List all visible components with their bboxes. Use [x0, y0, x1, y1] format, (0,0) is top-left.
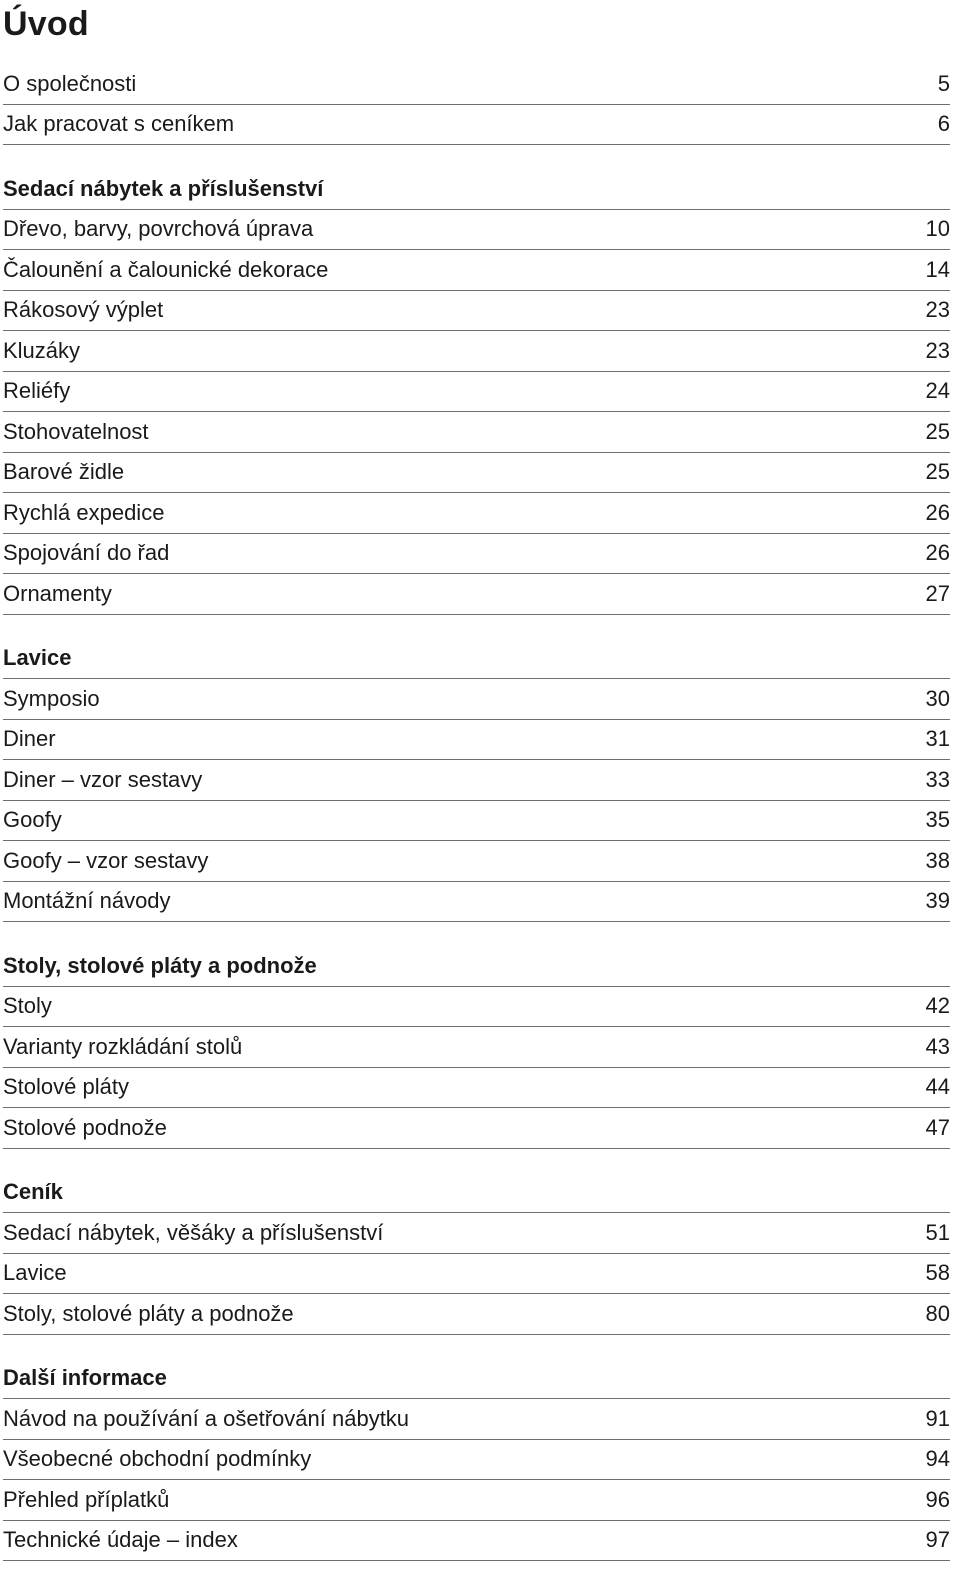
- toc-entry[interactable]: [3, 801, 950, 842]
- toc-entry-page-number: 5: [937, 70, 950, 96]
- toc-entry[interactable]: [3, 1294, 950, 1335]
- toc-entry-page-number: 33: [925, 766, 950, 792]
- toc-entry-page-number: 43: [925, 1033, 950, 1059]
- section-spacer: [3, 1149, 950, 1173]
- toc-entry-page-number: 58: [925, 1260, 950, 1285]
- toc-entry-page-number: 94: [925, 1446, 950, 1471]
- toc-entry-label: Diner: [3, 726, 56, 751]
- toc-entry-label: Varianty rozkládání stolů: [3, 1033, 243, 1059]
- toc-entry[interactable]: [3, 1480, 950, 1521]
- toc-page: [3, 0, 950, 1561]
- toc-entry[interactable]: [3, 210, 950, 251]
- toc-entry[interactable]: [3, 250, 950, 291]
- toc-entry-label: Přehled příplatků: [3, 1486, 170, 1512]
- toc-entry-page-number: 97: [925, 1527, 950, 1552]
- toc-entry[interactable]: [3, 679, 950, 720]
- toc-entry[interactable]: [3, 493, 950, 534]
- toc-entry-page-number: 23: [925, 297, 950, 322]
- toc-entry-label: Diner – vzor sestavy: [3, 766, 203, 792]
- toc-entry[interactable]: [3, 331, 950, 372]
- toc-entry-page-number: 42: [925, 993, 950, 1018]
- section-spacer: [3, 1335, 950, 1359]
- toc-entry-label: Stoly: [3, 993, 52, 1018]
- toc-entry-label: Rákosový výplet: [3, 297, 164, 322]
- toc-entry-page-number: 44: [925, 1074, 950, 1099]
- toc-entry-page-number: 47: [925, 1114, 950, 1140]
- toc-entry-label: Stolové podnože: [3, 1114, 167, 1140]
- section-spacer: [3, 145, 950, 169]
- toc-entry-label: Ornamenty: [3, 580, 112, 606]
- toc-entry-page-number: 31: [925, 726, 950, 751]
- toc-entry-label: Lavice: [3, 1260, 67, 1285]
- section-spacer: [3, 922, 950, 946]
- toc-entry-page-number: 24: [925, 378, 950, 403]
- toc-entry-page-number: 30: [925, 685, 950, 711]
- toc-entry-label: Sedací nábytek, věšáky a příslušenství: [3, 1219, 384, 1245]
- toc-entry-label: Montážní návody: [3, 888, 171, 913]
- toc-entry-label: Všeobecné obchodní podmínky: [3, 1446, 312, 1471]
- toc-entry-label: Stohovatelnost: [3, 418, 149, 444]
- toc-entry-page-number: 10: [925, 216, 950, 241]
- toc-entry[interactable]: [3, 987, 950, 1028]
- toc-entry-label: Dřevo, barvy, povrchová úprava: [3, 216, 314, 241]
- toc-entry[interactable]: [3, 841, 950, 882]
- toc-entry-label: Goofy – vzor sestavy: [3, 847, 209, 873]
- toc-entry[interactable]: [3, 412, 950, 453]
- section-heading: Ceník: [3, 1173, 950, 1214]
- toc-entry[interactable]: [3, 1399, 950, 1440]
- toc-entry-page-number: 23: [925, 337, 950, 363]
- toc-entry-label: Jak pracovat s ceníkem: [3, 111, 235, 136]
- toc-entry-label: Čalounění a čalounické dekorace: [3, 256, 329, 282]
- toc-entry-page-number: 26: [925, 540, 950, 565]
- toc-entry-page-number: 27: [925, 580, 950, 606]
- toc-entry-page-number: 26: [925, 499, 950, 525]
- toc-entry[interactable]: [3, 1254, 950, 1295]
- page-title: Úvod: [3, 5, 89, 43]
- toc-entry-label: Stoly, stolové pláty a podnože: [3, 1300, 294, 1326]
- toc-entry-page-number: 96: [925, 1486, 950, 1512]
- toc-entry[interactable]: [3, 1108, 950, 1149]
- toc-entry-page-number: 80: [925, 1300, 950, 1326]
- toc-entry[interactable]: [3, 453, 950, 494]
- toc-entry-page-number: 14: [925, 256, 950, 282]
- section-heading: Sedací nábytek a příslušenství: [3, 169, 950, 210]
- table-of-contents: [3, 64, 950, 1561]
- toc-entry-page-number: 38: [925, 847, 950, 873]
- toc-entry[interactable]: [3, 105, 950, 146]
- toc-entry-page-number: 6: [937, 111, 950, 136]
- toc-entry[interactable]: [3, 291, 950, 332]
- toc-entry[interactable]: [3, 1027, 950, 1068]
- toc-entry[interactable]: [3, 882, 950, 923]
- toc-entry-label: Reliéfy: [3, 378, 71, 403]
- section-spacer: [3, 615, 950, 639]
- toc-entry[interactable]: [3, 372, 950, 413]
- section-heading: Další informace: [3, 1359, 950, 1400]
- toc-entry-label: Technické údaje – index: [3, 1527, 238, 1552]
- toc-entry-page-number: 25: [925, 459, 950, 484]
- toc-entry-label: Návod na používání a ošetřování nábytku: [3, 1405, 410, 1431]
- toc-entry-label: Kluzáky: [3, 337, 81, 363]
- toc-entry-page-number: 91: [925, 1405, 950, 1431]
- section-heading: Lavice: [3, 639, 950, 680]
- toc-entry[interactable]: [3, 1521, 950, 1562]
- toc-entry[interactable]: [3, 574, 950, 615]
- toc-entry[interactable]: [3, 1213, 950, 1254]
- toc-entry-label: O společnosti: [3, 70, 137, 96]
- toc-entry[interactable]: [3, 1440, 950, 1481]
- toc-entry-page-number: 51: [925, 1219, 950, 1245]
- toc-entry[interactable]: [3, 64, 950, 105]
- toc-entry-label: Symposio: [3, 685, 100, 711]
- toc-entry[interactable]: [3, 534, 950, 575]
- toc-entry-label: Stolové pláty: [3, 1074, 129, 1099]
- section-heading: Stoly, stolové pláty a podnože: [3, 946, 950, 987]
- toc-entry-label: Barové židle: [3, 459, 125, 484]
- toc-entry[interactable]: [3, 1068, 950, 1109]
- toc-entry-label: Goofy: [3, 807, 62, 832]
- toc-entry-page-number: 39: [925, 888, 950, 913]
- toc-entry-page-number: 35: [925, 807, 950, 832]
- toc-entry-label: Rychlá expedice: [3, 499, 165, 525]
- toc-entry[interactable]: [3, 760, 950, 801]
- toc-entry-page-number: 25: [925, 418, 950, 444]
- toc-entry[interactable]: [3, 720, 950, 761]
- toc-entry-label: Spojování do řad: [3, 540, 170, 565]
